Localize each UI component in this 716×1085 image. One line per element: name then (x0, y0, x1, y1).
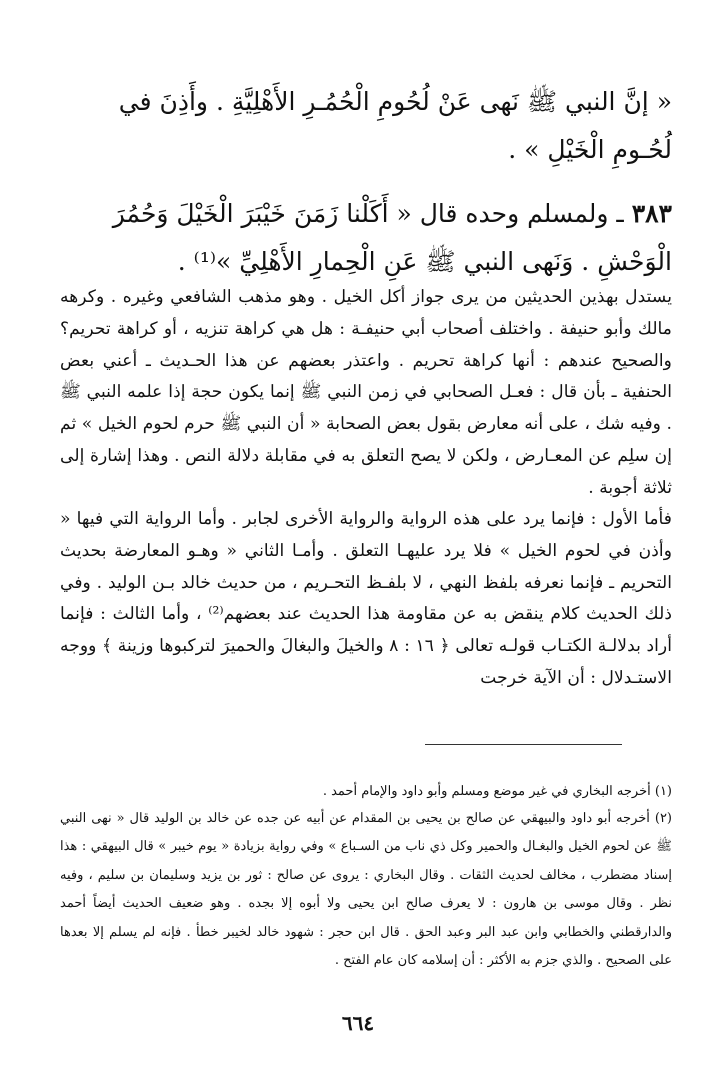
hadith-382-text: « إنَّ النبي ﷺ نَهى عَنْ لُحُومِ الْحُمُـرِ الأَهْلِيَّةِ . وأَذِنَ في لُحُـومِ الْخَيْلِ » . (118, 87, 672, 164)
hadith-number: ٣٨٣ (631, 199, 672, 228)
footnote-separator (425, 744, 622, 745)
commentary-paragraph-1: يستدل بهذين الحديثين من يرى جواز أكل الخيل . وهو مذهب الشافعي وغيره . وكرهه مالك وأبو حنيفة . واختلف أصحاب أبي حنيفـة : هل هي كراهة تنزيه ، أو كراهة تحريم؟ والصحيح عندهم : أنها كراهة تحريم . واعتذر بعضهم عن هذا الحـديث ـ أعني بعض الحنفية ـ بأن قال : فعـل الصحابي في زمن النبي ﷺ إنما يكون حجة إذا علمه النبي ﷺ . وفيه شك ، على أنه معارض بقول بعض الصحابة « أن النبي ﷺ حرم لحوم الخيل » ثم إن سلِم عن المعـارض ، ولكن لا يصح التعلق به في مقابلة دلالة النص . وهذا إشارة إلى ثلاثة أجوبة . (60, 287, 672, 498)
hadith-383 (60, 190, 672, 286)
hadith-383-text: ـ ولمسلم وحده قال « أَكَلْنا زَمَنَ خَيْبَرَ الْخَيْلَ وَحُمُرَ الْوَحْشِ . وَنَهى النبي ﷺ عَنِ الْحِمارِ الأَهْلِيِّ »⁽¹⁾ . (112, 199, 672, 276)
commentary-paragraph-2: فأما الأول : فإنما يرد على هذه الرواية والرواية الأخرى لجابر . وأما الرواية التي فيها « وأذن في لحوم الخيل » فلا يرد عليهـا التعلق . وأمـا الثاني « وهـو المعارضة بحديث التحريم ـ فإنما نعرفه بلفظ النهي ، لا بلفـظ التحـريم ، من حديث خالد بـن الوليد . وفي ذلك الحديث كلام ينقض به عن مقاومة هذا الحديث عند بعضهم⁽²⁾ ، وأما الثالث : فإنما أراد بدلالـة الكتـاب قولـه تعالى ﴿ ١٦ : ٨ والخيلَ والبغالَ والحميرَ لتركبوها وزينة ﴾ ووجه الاستـدلال : أن الآية خرجت (60, 509, 672, 688)
page-number: ٦٦٤ (341, 1011, 375, 1035)
footnote-1: (١) أخرجه البخاري في غير موضع ومسلم وأبو داود والإمام أحمد . (322, 784, 672, 799)
footnote-2: (٢) أخرجه أبو داود والبيهقي عن صالح بن يحيى بن المقدام عن أبيه عن جده عن خالد بن الوليد قال « نهى النبي ﷺ عن لحوم الخيل والبغـال والحمير وكل ذي ناب من السـباع » وفي رواية بزيادة « يوم خيبر » قال البيهقي : هذا إسناد مضطرب ، مخالف لحديث الثقات . وقال البخاري : يروى عن صالح : ثور بن يزيد وسليمان بن سليم ، وفيه نظر . وقال موسى بن هارون : لا يعرف صالح ابن يحيى ولا أبوه إلا بجده . وهو ضعيف الحديث أيضاً أحمد والدارقطني والخطابي وابن عبد البر وعبد الحق . قال ابن حجر : شهود خالد لخيبر خطأ . فإنه لم يسلم إلا بعدها على الصحيح . والذي جزم به الأكثر : أن إسلامه كان عام الفتح . (60, 811, 672, 969)
